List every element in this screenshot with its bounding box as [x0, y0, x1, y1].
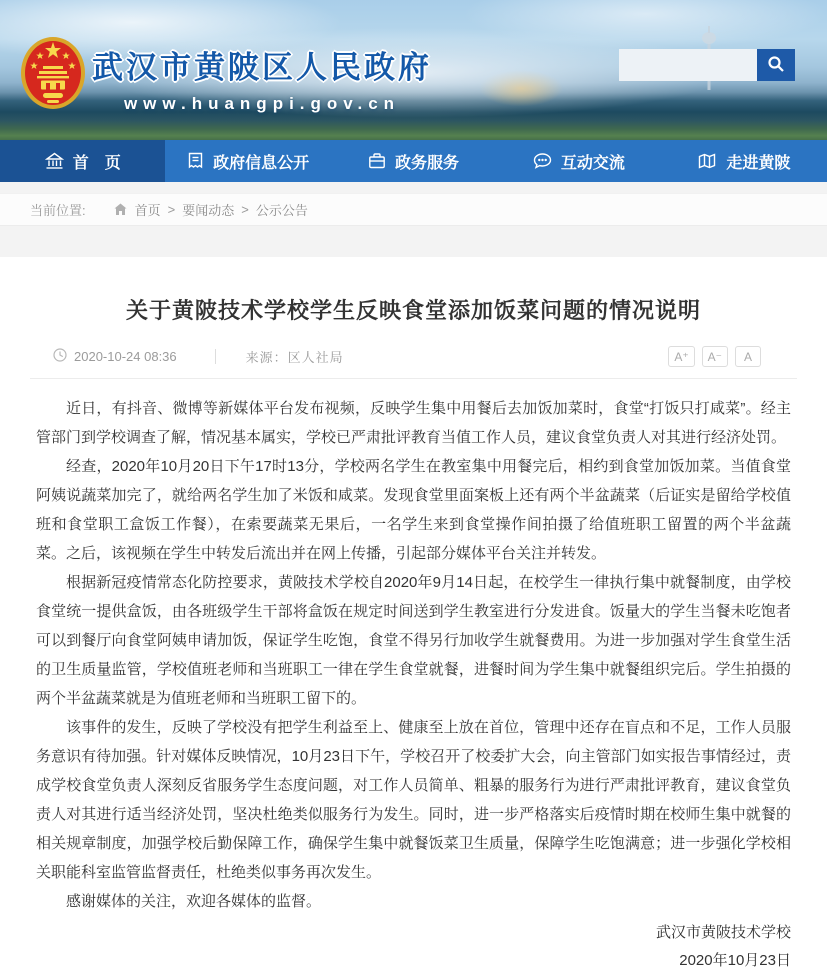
nav-item-label: 互动交流: [560, 154, 625, 172]
search-button[interactable]: [757, 49, 795, 81]
breadcrumb-label: 当前位置:: [30, 203, 86, 218]
site-logo[interactable]: [92, 42, 432, 114]
main-nav: [0, 140, 827, 182]
nav-item-label: 政务服务: [395, 154, 460, 172]
signature-date: 2020年10月23日: [679, 952, 791, 969]
paragraph: 感谢媒体的关注，欢迎各媒体的监督。: [66, 893, 322, 910]
nav-item-about-huangpi[interactable]: [662, 140, 827, 182]
font-size-controls: [668, 346, 761, 367]
home-icon: [114, 203, 127, 216]
map-icon: [698, 152, 717, 170]
signature-block: [36, 919, 791, 975]
article-body: [0, 379, 827, 975]
site-title: 武汉市黄陂区人民政府: [92, 50, 432, 85]
nav-item-label: 政府信息公开: [213, 154, 310, 172]
breadcrumb-item-notices[interactable]: 公示公告: [255, 203, 308, 218]
source-label: 来源：: [245, 350, 288, 365]
search-icon: [767, 55, 785, 76]
government-building-icon: [45, 152, 64, 170]
publish-date-wrap: [53, 348, 177, 365]
search-input[interactable]: [619, 49, 757, 81]
document-icon: [187, 152, 204, 170]
sub-band: [0, 182, 827, 257]
font-decrease-button[interactable]: A⁻: [702, 346, 728, 367]
nav-item-interaction[interactable]: [496, 140, 661, 182]
site-url: www.huangpi.gov.cn: [123, 94, 401, 113]
meta-divider: [215, 349, 216, 364]
briefcase-icon: [368, 152, 386, 170]
signature-org: 武汉市黄陂技术学校: [655, 924, 791, 941]
site-banner: [0, 0, 827, 140]
search-box: [619, 49, 795, 81]
breadcrumb-separator: >: [167, 202, 176, 217]
nav-item-label: 走进黄陂: [726, 154, 791, 172]
publish-date: 2020-10-24 08:36: [74, 349, 177, 364]
paragraph: 经查，2020年10月20日下午17时13分，学校两名学生在教室集中用餐完后，相约到食堂加饭加菜。当值食堂阿姨说蔬菜加完了，就给两名学生加了米饭和咸菜。发现食堂里面案板上还有两个半盆蔬菜（后证实是留给学校值班和食堂职工盒饭工作餐），在索要蔬菜无果后，一名学生来到食堂操作间拍摄了给值班职工留置的两个半盆蔬菜。之后，该视频在学生中转发后流出并在网上传播，引起部分媒体平台关注并转发。: [36, 458, 791, 562]
paragraph: 近日，有抖音、微博等新媒体平台发布视频，反映学生集中用餐后去加饭加菜时，食堂“打饭只打咸菜”。经主管部门到学校调查了解，情况基本属实，学校已严肃批评教育当值工作人员，建议食堂负责人对其进行经济处罚。: [36, 400, 791, 446]
breadcrumb: [0, 193, 827, 226]
font-reset-button[interactable]: A: [735, 346, 761, 367]
clock-icon: [53, 348, 67, 365]
chat-bubble-icon: [533, 152, 552, 170]
source-value: 区人社局: [287, 350, 344, 365]
article-container: [0, 257, 827, 969]
article-meta: [30, 346, 797, 379]
nav-item-home[interactable]: [0, 140, 165, 182]
paragraph: 根据新冠疫情常态化防控要求，黄陂技术学校自2020年9月14日起，在校学生一律执行集中就餐制度，由学校食堂统一提供盒饭，由各班级学生干部将盒饭在规定时间送到学生教室进行分发进食。饭量大的学生当餐未吃饱者可以到餐厅向食堂阿姨申请加饭，保证学生吃饱，食堂不得另行加收学生就餐费用。为进一步加强对学生食堂生活的卫生质量监管，学校值班老师和当班职工一律在学生食堂就餐，进餐时间为学生集中就餐组织完后。学生拍摄的两个半盆蔬菜就是为值班老师和当班职工留下的。: [36, 574, 791, 707]
breadcrumb-item-home[interactable]: 首页: [134, 203, 161, 218]
breadcrumb-item-news[interactable]: 要闻动态: [182, 203, 235, 218]
nav-item-gov-services[interactable]: [331, 140, 496, 182]
font-increase-button[interactable]: A⁺: [668, 346, 694, 367]
paragraph: 该事件的发生，反映了学校没有把学生利益至上、健康至上放在首位，管理中还存在盲点和不足，工作人员服务意识有待加强。针对媒体反映情况，10月23日下午，学校召开了校委扩大会，向主管部门如实报告事情经过，责成学校食堂负责人深刻反省服务学生态度问题，对工作人员简单、粗暴的服务行为进行严肃批评教育，建议食堂负责人对其进行适当经济处罚，坚决杜绝类似服务行为发生。同时，进一步严格落实后疫情时期在校师生集中就餐的相关规章制度，加强学校后勤保障工作，确保学生集中就餐饭菜卫生质量，保障学生吃饱满意；进一步强化学校相关职能科室监管监督责任，杜绝类似事务再次发生。: [36, 719, 791, 881]
nav-item-gov-info[interactable]: [165, 140, 330, 182]
national-emblem-icon: [20, 36, 86, 115]
breadcrumb-separator: >: [241, 202, 249, 217]
article-title: 关于黄陂技术学校学生反映食堂添加饭菜问题的情况说明: [125, 298, 701, 323]
nav-item-label: 首 页: [72, 154, 121, 172]
